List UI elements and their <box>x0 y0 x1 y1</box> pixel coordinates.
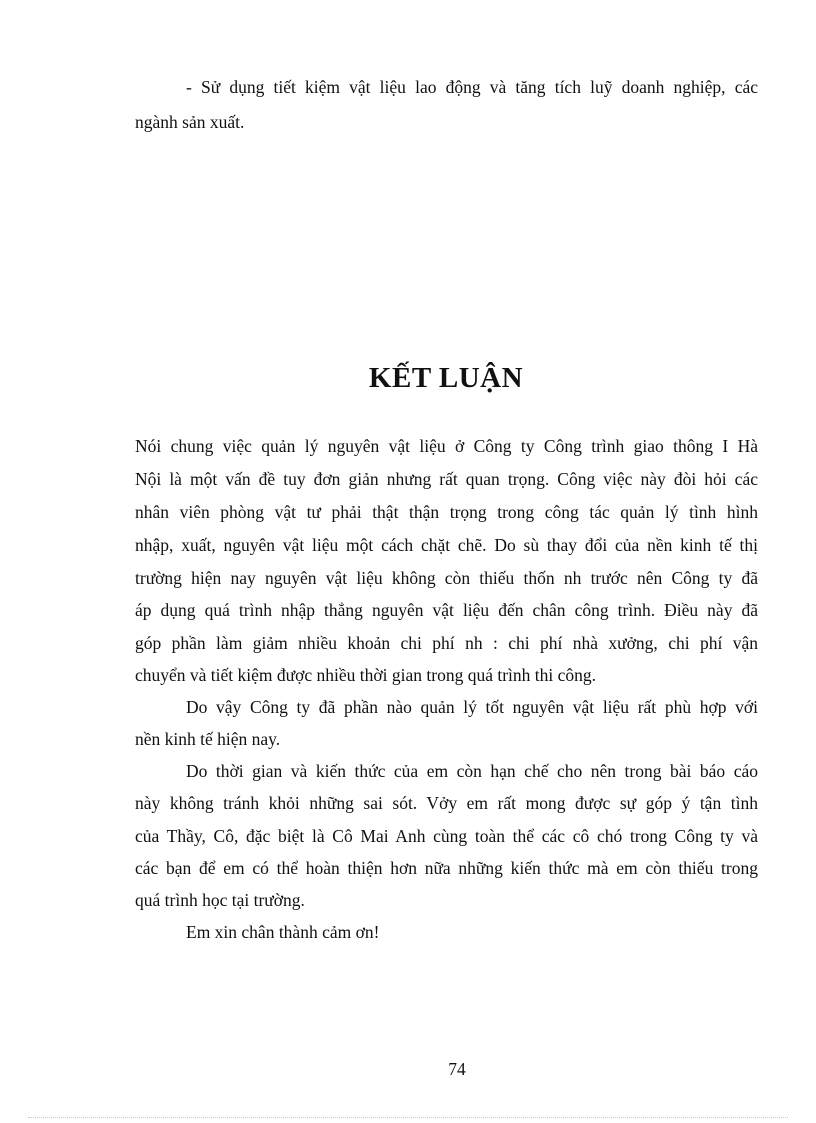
paragraph-3-line-4: các bạn để em có thể hoàn thiện hơn nữa những kiến thức mà em còn thiếu trong <box>135 858 758 878</box>
paragraph-3-line-2: này không tránh khỏi những sai sót. Vởy em rất mong được sự góp ý tận tình <box>135 793 758 813</box>
page-title: KẾT LUẬN <box>368 362 524 394</box>
paragraph-1-line-1: Nói chung việc quản lý nguyên vật liệu ở Công ty Công trình giao thông I Hà <box>135 436 758 456</box>
paragraph-2-line-2: nền kinh tế hiện nay. <box>135 729 281 749</box>
paragraph-1-line-5: trường hiện nay nguyên vật liệu không còn thiếu thốn nh trước nên Công ty đã <box>135 568 758 588</box>
top-paragraph-line-1: - Sử dụng tiết kiệm vật liệu lao động và tăng tích luỹ doanh nghiệp, các <box>186 77 758 97</box>
paragraph-2-line-1: Do vậy Công ty đã phần nào quản lý tốt nguyên vật liệu rất phù hợp với <box>186 697 758 717</box>
top-paragraph-line-2: ngành sản xuất. <box>135 112 245 132</box>
paragraph-1-line-8: chuyển và tiết kiệm được nhiều thời gian trong quá trình thi công. <box>135 665 597 685</box>
paragraph-3-line-5: quá trình học tại trường. <box>135 890 305 910</box>
paragraph-1-line-7: góp phần làm giảm nhiều khoản chi phí nh : chi phí nhà xưởng, chi phí vận <box>135 633 758 653</box>
paragraph-1-line-3: nhân viên phòng vật tư phải thật thận trọng trong công tác quản lý tình hình <box>135 502 758 522</box>
paragraph-3-line-1: Do thời gian và kiến thức của em còn hạn chế cho nên trong bài báo cáo <box>186 761 758 781</box>
paragraph-1-line-4: nhập, xuất, nguyên vật liệu một cách chặt chẽ. Do sù thay đổi của nền kinh tế thị <box>135 535 758 555</box>
paragraph-3-line-3: của Thầy, Cô, đặc biệt là Cô Mai Anh cùng toàn thể các cô chó trong Công ty và <box>135 826 758 846</box>
closing-line: Em xin chân thành cảm ơn! <box>186 922 380 942</box>
paragraph-1-line-6: áp dụng quá trình nhập thẳng nguyên vật liệu đến chân công trình. Điều này đã <box>135 600 758 620</box>
paragraph-1-line-2: Nội là một vấn đề tuy đơn giản nhưng rất quan trọng. Công việc này đòi hỏi các <box>135 469 758 489</box>
page-number: 74 <box>448 1059 466 1079</box>
bottom-divider <box>28 1117 788 1118</box>
